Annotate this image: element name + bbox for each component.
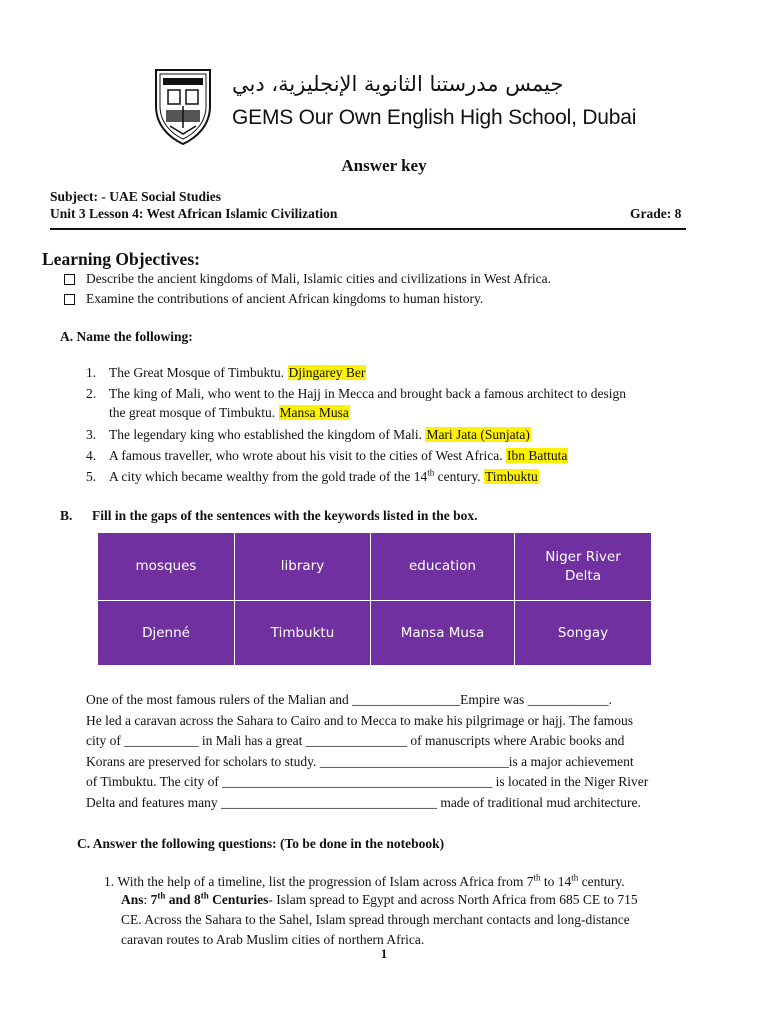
school-crest-icon <box>150 66 216 146</box>
list-item: 4. A famous traveller, who wrote about his visit to the cities of West Africa. Ibn Battuta <box>86 448 568 463</box>
keyword-cell: mosques <box>98 533 235 601</box>
fill-in-paragraph: One of the most famous rulers of the Malian and ________________Empire was ____________. He led a caravan across the Sahara to Cairo and to Mecca to make his pilgrimage or hajj. The famous city of ___________ in Mali has a great _______________ of manuscripts where Arabic books and Korans are preserved for scholars to study. ____________________________is a major achievement of Timbuktu. The city of ________________________________________ is located in the Niger River Delta and features many ________________________________ made of traditional mud architecture. <box>86 692 649 810</box>
section-b-label: B. <box>60 508 73 523</box>
list-item-continued: the great mosque of Timbuktu. Mansa Musa <box>109 405 349 420</box>
objective-text: Describe the ancient kingdoms of Mali, Islamic cities and civilizations in West Africa. <box>86 271 552 286</box>
question-item: 1. With the help of a timeline, list the progression of Islam across Africa from 7th to 14th century. <box>104 872 625 889</box>
answer-highlight: Ibn Battuta <box>507 448 568 463</box>
answer-highlight: Mari Jata (Sunjata) <box>426 427 530 442</box>
keyword-cell: education <box>371 533 515 601</box>
answer-text: Ans: 7th and 8th Centuries- Islam spread to Egypt and across North Africa from 685 CE to 715 CE. Across the Sahara to the Sahel, Islam spread through merchant contacts and long-distance caravan routes to Arab Muslim cities of northern Africa. <box>121 890 638 947</box>
answer-highlight: Mansa Musa <box>279 405 349 420</box>
list-item: 1. The Great Mosque of Timbuktu. Djingarey Ber <box>86 365 366 380</box>
keyword-cell: Djenné <box>98 601 235 665</box>
grade-label: Grade: 8 <box>630 206 682 221</box>
list-item: 3. The legendary king who established the kingdom of Mali. Mari Jata (Sunjata) <box>86 427 530 442</box>
keyword-cell: Timbuktu <box>235 601 371 665</box>
checkbox-icon <box>64 274 75 285</box>
keyword-box <box>98 533 651 665</box>
checkbox-icon <box>64 294 75 305</box>
learning-objectives-heading: Learning Objectives: <box>42 249 200 269</box>
keyword-cell: Niger River Delta <box>515 533 651 601</box>
page-title: Answer key <box>341 156 427 175</box>
keyword-cell: Mansa Musa <box>371 601 515 665</box>
section-c-heading: C. Answer the following questions: (To be done in the notebook) <box>77 836 445 851</box>
school-name: GEMS Our Own English High School, Dubai <box>232 106 637 129</box>
keyword-cell: library <box>235 533 371 601</box>
school-name-arabic: جيمس مدرستنا الثانوية الإنجليزية، دبي <box>232 72 564 96</box>
unit-line: Unit 3 Lesson 4: West African Islamic Civilization <box>50 206 338 221</box>
subject-line: Subject: - UAE Social Studies <box>50 189 222 204</box>
objective-item <box>64 291 483 307</box>
page-number: 1 <box>380 946 388 961</box>
list-item: 2. The king of Mali, who went to the Hajj in Mecca and brought back a famous architect to design <box>86 386 626 401</box>
section-a-heading: A. Name the following: <box>60 329 193 344</box>
list-item: 5. A city which became wealthy from the gold trade of the 14th century. Timbuktu <box>86 467 538 484</box>
header-divider <box>50 228 686 230</box>
keyword-cell: Songay <box>557 624 609 641</box>
section-b-heading: Fill in the gaps of the sentences with the keywords listed in the box. <box>92 508 478 523</box>
objective-text: Examine the contributions of ancient African kingdoms to human history. <box>86 291 484 306</box>
answer-highlight: Djingarey Ber <box>288 365 366 380</box>
objective-item <box>64 271 551 287</box>
answer-highlight: Timbuktu <box>485 469 538 484</box>
